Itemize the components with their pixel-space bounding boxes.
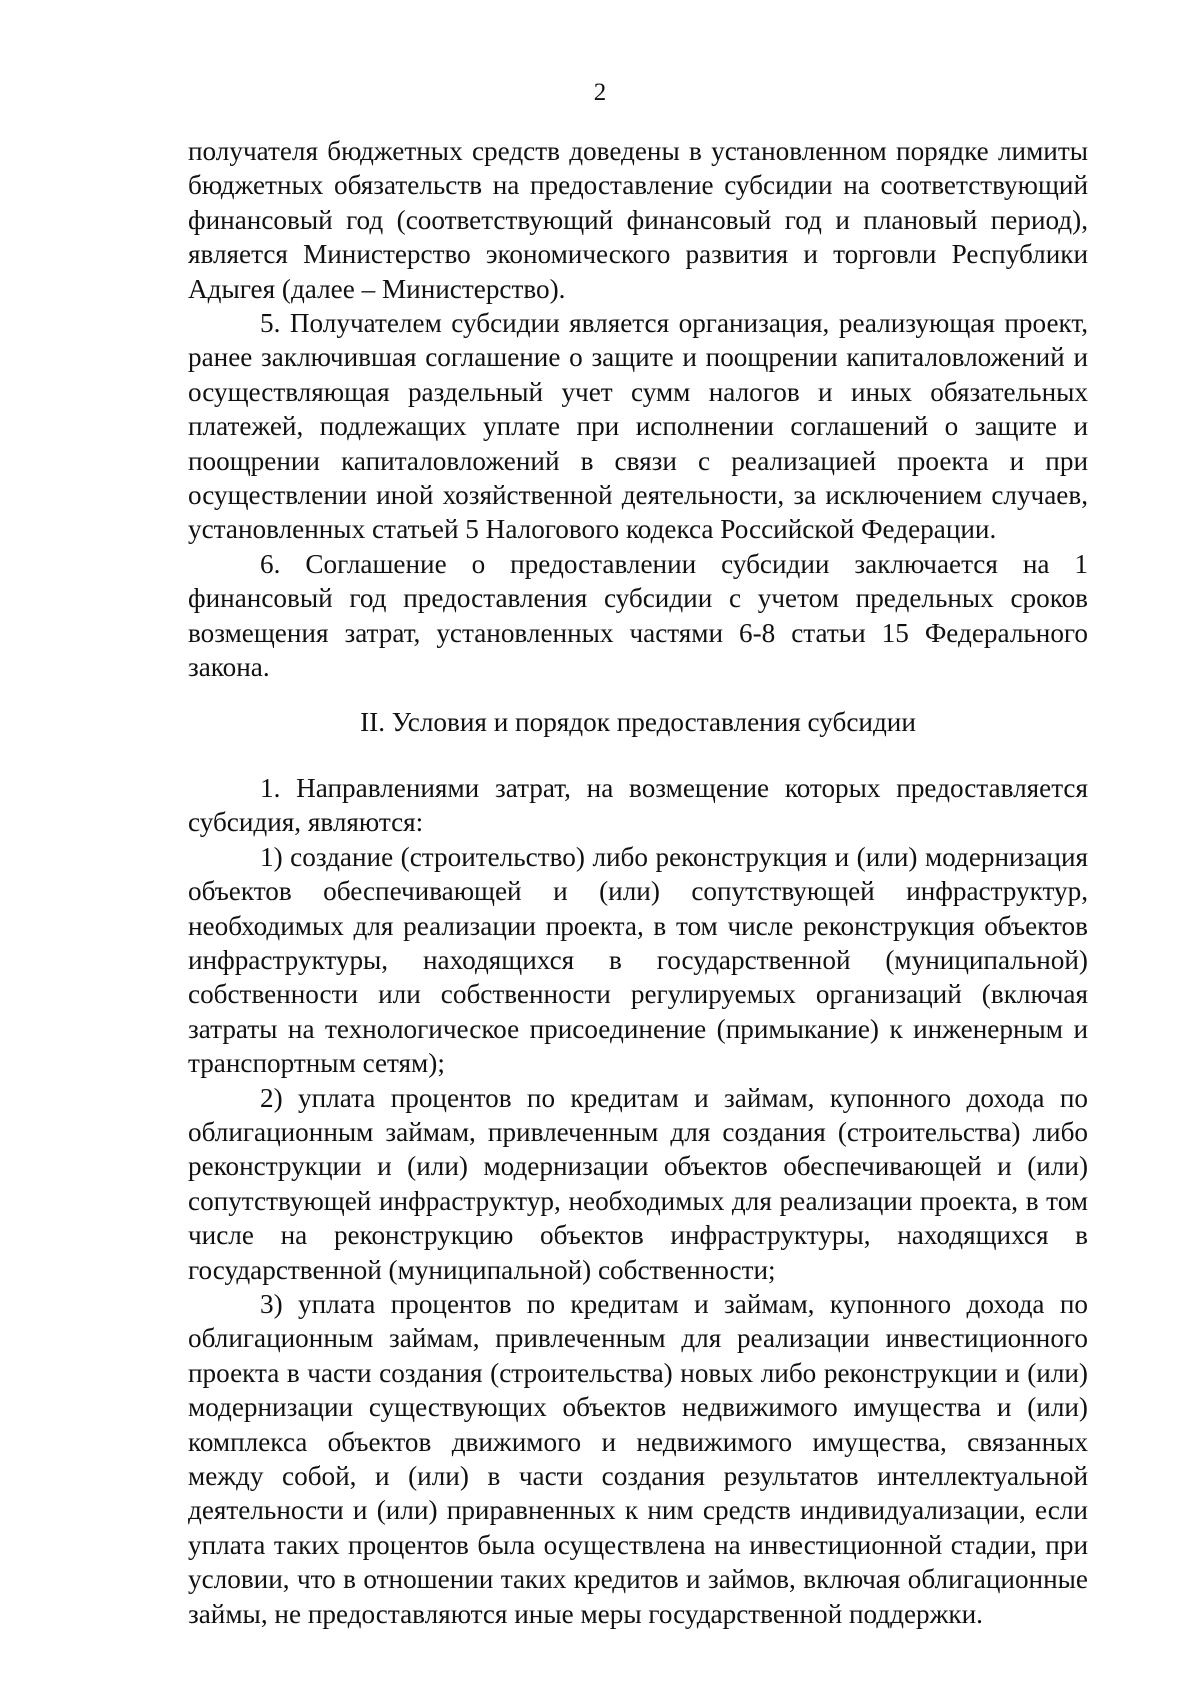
paragraph-6: 6. Соглашение о предоставлении субсидии заключается на 1 финансовый год предоставления субсидии с учетом предельных сроков возмещения затрат, установленных частями 6-8 статьи 15 Федерального закона. bbox=[188, 548, 1088, 683]
paragraph-continuation: получателя бюджетных средств доведены в установленном порядке лимиты бюджетных обязательств на предоставление субсидии на соответствующий финансовый год (соответствующий финансовый год и плановый период), является Министерство экономического развития и торговли Республики Адыгея (далее – Министерство). bbox=[188, 136, 1088, 304]
page-number: 2 bbox=[593, 79, 607, 106]
list-item-1: 1) создание (строительство) либо реконструкция и (или) модернизация объектов обеспечивающей и (или) сопутствующей инфраструктур, необходимых для реализации проекта, в том числе реконструкция объектов инфраструктуры, находящихся в государственной (муниципальной) собственности или собственности регулируемых организаций (включая затраты на технологическое присоединение (примыкание) к инженерным и транспортным сетям); bbox=[188, 841, 1088, 1079]
list-item-3: 3) уплата процентов по кредитам и займам, купонного дохода по облигационным займам, привлеченным для реализации инвестиционного проекта в части создания (строительства) новых либо реконструкции и (или) модернизации существующих объектов недвижимого имущества и (или) комплекса объектов движимого и недвижимого имущества, связанных между собой, и (или) в части создания результатов интеллектуальной деятельности и (или) приравненных к ним средств индивидуализации, если уплата таких процентов была осуществлена на инвестиционной стадии, при условии, что в отношении таких кредитов и займов, включая облигационные займы, не предоставляются иные меры государственной поддержки. bbox=[188, 1289, 1088, 1629]
list-item-2: 2) уплата процентов по кредитам и займам, купонного дохода по облигационным займам, привлеченным для создания (строительства) либо реконструкции и (или) модернизации объектов обеспечивающей и (или) сопутствующей инфраструктур, необходимых для реализации проекта, в том числе на реконструкцию объектов инфраструктуры, находящихся в государственной (муниципальной) собственности; bbox=[188, 1082, 1088, 1285]
section-2-paragraph-1: 1. Направлениями затрат, на возмещение которых предоставляется субсидия, являются: bbox=[188, 772, 1088, 838]
document-body bbox=[188, 134, 1088, 1631]
section-heading: II. Условия и порядок предоставления субсидии bbox=[360, 706, 916, 737]
paragraph-5: 5. Получателем субсидии является организация, реализующая проект, ранее заключившая соглашение о защите и поощрении капиталовложений и осуществляющая раздельный учет сумм налогов и иных обязательных платежей, подлежащих уплате при исполнении соглашений о защите и поощрении капиталовложений в связи с реализацией проекта и при осуществлении иной хозяйственной деятельности, за исключением случаев, установленных статьей 5 Налогового кодекса Российской Федерации. bbox=[188, 308, 1088, 545]
